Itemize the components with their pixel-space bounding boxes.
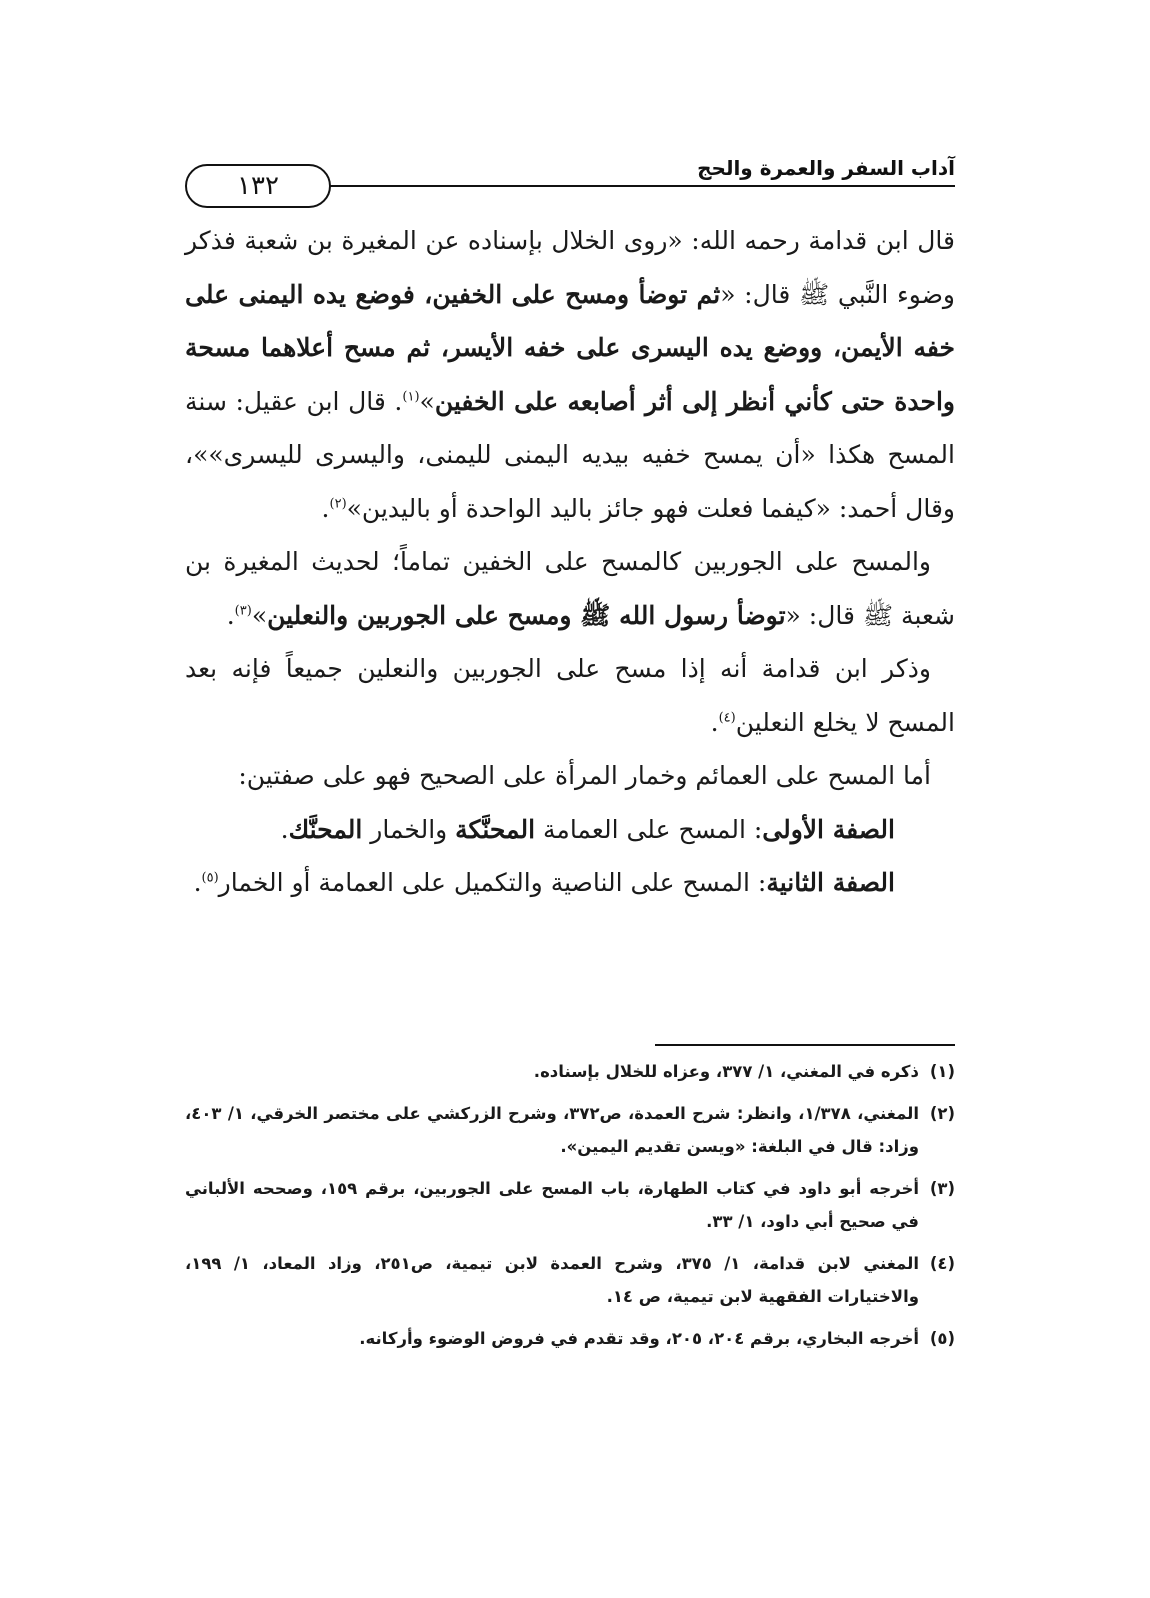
footnotes [185,1055,955,1364]
footnote-ref-4[interactable]: (٤) [718,710,736,726]
footnote-item [185,1247,955,1313]
footnote-item [185,1322,955,1355]
first-form-label: الصفة الأولى [762,814,895,844]
paragraph-ibn-qudama: قال ابن قدامة رحمه الله: «روى الخلال بإسناده عن المغيرة بن شعبة فذكر وضوء النَّبي ﷺ قال: «ثم توضأ ومسح على الخفين، فوضع يده اليمنى على خفه الأيمن، ووضع يده اليسرى على خفه الأيسر، ثم مسح أعلاهما مسحة واحدة حتى كأني أنظر إلى أثر أصابعه على الخفين»$^{(١)}$. قال ابن عقيل: سنة المسح هكذا «أن يمسح خفيه بيديه اليمنى لليمنى، واليسرى لليسرى»»، وقال أحمد: «كيفما فعلت فهو جائز باليد الواحدة أو باليدين»$^{(٢)}$. [185,226,955,523]
hadith-quote: توضأ رسول الله ﷺ ومسح على الجوربين والنعلين [267,600,786,630]
footnote-text: المغني، ١/٣٧٨، وانظر: شرح العمدة، ص٣٧٢، وشرح الزركشي على مختصر الخرقي، ١/ ٤٠٣، وزاد: قال في البلغة: «ويسن تقديم اليمين». [185,1104,920,1156]
footnote-text: المغني لابن قدامة، ١/ ٣٧٥، وشرح العمدة لابن تيمية، ص٢٥١، وزاد المعاد، ١/ ١٩٩، والاختيارات الفقهية لابن تيمية، ص ١٤. [185,1254,919,1306]
footnote-item [185,1097,955,1163]
footnote-ref-5[interactable]: (٥) [201,870,219,886]
paragraph-first-form: الصفة الأولى: المسح على العمامة المحنَّكة والخمار المحنَّك. [280,814,895,844]
footnote-number: (٤) [929,1254,955,1273]
page-header [185,150,955,210]
footnote-ref-3[interactable]: (٣) [234,603,252,619]
header-rule [330,185,955,187]
footnote-text: أخرجه أبو داود في كتاب الطهارة، باب المسح على الجوربين، برقم ١٥٩، وصححه الألباني في صحيح أبي داود، ١/ ٣٣. [185,1179,919,1231]
footnote-number: (٣) [929,1179,955,1198]
footnote-number: (٥) [929,1329,955,1348]
running-title: آداب السفر والعمرة والحج [697,156,955,180]
footnote-item [185,1172,955,1238]
second-form-label: الصفة الثانية [766,868,895,897]
main-text [185,214,955,910]
footnote-text: ذكره في المغني، ١/ ٣٧٧، وعزاه للخلال بإسناده. [533,1062,919,1081]
footnote-text: أخرجه البخاري، برقم ٢٠٤، ٢٠٥، وقد تقدم في فروض الوضوء وأركانه. [359,1329,919,1348]
paragraph-jawrabayn: والمسح على الجوربين كالمسح على الخفين تماماً؛ لحديث المغيرة بن شعبة ﷺ قال: «توضأ رسول الله ﷺ ومسح على الجوربين والنعلين»$^{(٣)}$. [185,547,955,630]
paragraph-naalayn: وذكر ابن قدامة أنه إذا مسح على الجوربين والنعلين جميعاً فإنه بعد المسح لا يخلع النعلين$^{(٤)}$. [185,654,955,737]
paragraph-amaim: أما المسح على العمائم وخمار المرأة على الصحيح فهو على صفتين: [238,761,931,790]
footnote-number: (٢) [929,1104,955,1123]
footnote-ref-2[interactable]: (٢) [329,496,347,512]
footnote-item [185,1055,955,1088]
footnote-ref-1[interactable]: (١) [402,389,420,405]
footnote-separator [655,1044,955,1046]
footnote-number: (١) [929,1062,955,1081]
hadith-quote: ثم توضأ ومسح على الخفين، فوضع يده اليمنى على خفه الأيمن، ووضع يده اليسرى على خفه الأيسر، ثم مسح أعلاهما مسحة واحدة حتى كأني أنظر إلى أثر أصابعه على الخفين [185,279,955,416]
paragraph-second-form: الصفة الثانية: المسح على الناصية والتكميل على العمامة أو الخمار$^{(٥)}$. [193,868,895,897]
page-number-badge: ١٣٢ [185,164,331,208]
